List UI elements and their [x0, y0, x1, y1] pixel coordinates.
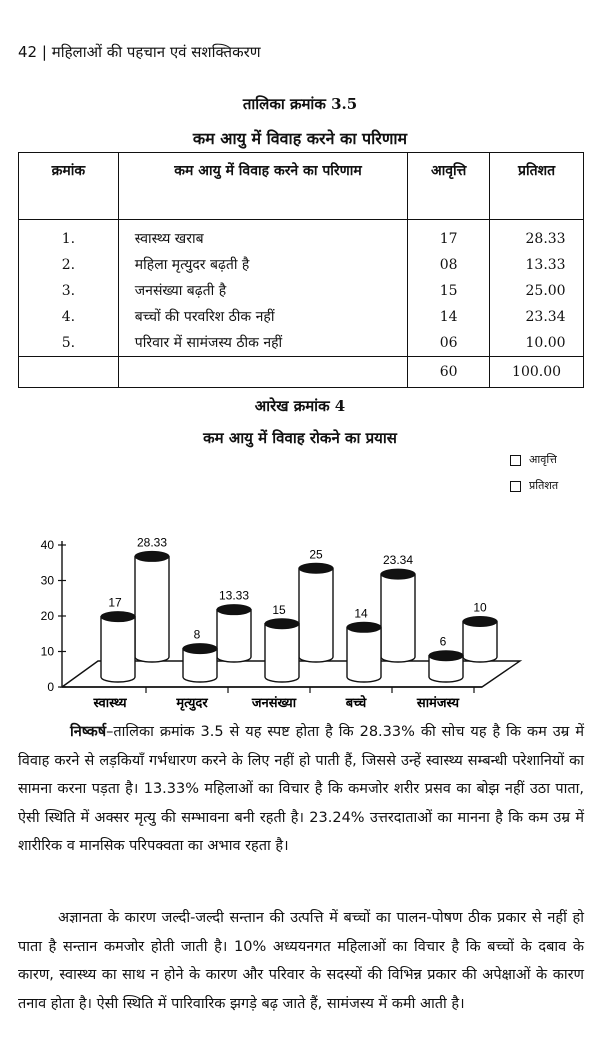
label-column	[118, 220, 407, 357]
y-tick-label: 10	[40, 644, 54, 659]
graph-caption: आरेख क्रमांक 4	[254, 397, 346, 415]
bar-cylinder-body	[299, 568, 333, 662]
row-frequency: 14	[439, 309, 458, 325]
bar-data-label: 10	[473, 600, 487, 615]
bar-data-label: 14	[354, 606, 368, 621]
table-title: कम आयु में विवाह करने का परिणाम	[192, 129, 408, 148]
percent-column	[490, 220, 584, 357]
table-body-row	[19, 220, 584, 357]
x-tick-label: सामंजस्य	[416, 696, 460, 711]
graph-title: कम आयु में विवाह रोकने का प्रयास	[203, 429, 397, 447]
bar-cylinder-top	[135, 551, 169, 561]
frequency-column	[408, 220, 490, 357]
bar-cylinder-top	[429, 651, 463, 661]
row-percent: 10.00	[525, 335, 566, 351]
bar-data-label: 23.34	[382, 553, 414, 568]
y-tick-label: 20	[40, 609, 54, 623]
total-empty-cell	[19, 357, 119, 388]
bar-data-label: 15	[272, 602, 286, 617]
row-number: 5.	[61, 335, 76, 351]
bar-cylinder-top	[101, 612, 135, 622]
row-label: परिवार में सामंजस्य ठीक नहीं	[134, 335, 283, 351]
row-label: बच्चों की परवरिश ठीक नहीं	[134, 309, 275, 325]
bar-cylinder-top	[463, 617, 497, 627]
row-percent: 28.33	[525, 231, 566, 247]
legend-label: आवृत्ति	[529, 453, 557, 466]
conclusion-label: निष्कर्ष	[70, 724, 107, 740]
bar-data-label: 6	[439, 634, 447, 649]
bar-cylinder-body	[101, 617, 135, 682]
legend-label: प्रतिशत	[529, 479, 559, 492]
bar-cylinder-body	[347, 627, 381, 682]
row-number: 4.	[61, 309, 76, 325]
total-empty-cell	[118, 357, 407, 388]
legend-item-percent	[510, 478, 558, 493]
page-number: 42	[18, 43, 38, 61]
bar-cylinder-body	[463, 622, 497, 663]
total-row	[19, 357, 584, 388]
bar-cylinder-body	[217, 610, 251, 662]
col-header-percent: प्रतिशत	[490, 153, 584, 220]
x-tick-label: जनसंख्या	[251, 696, 297, 711]
row-label: महिला मृत्युदर बढ़ती है	[134, 257, 250, 273]
bar-data-label: 25	[309, 547, 323, 562]
col-header-frequency: आवृत्ति	[408, 153, 490, 220]
bar-cylinder-top	[217, 605, 251, 615]
legend-swatch	[510, 455, 521, 466]
bar-cylinder-top	[265, 619, 299, 629]
row-percent: 23.34	[525, 309, 566, 325]
y-tick-label: 30	[40, 573, 54, 588]
col-header-number: क्रमांक	[19, 153, 119, 220]
book-title: महिलाओं की पहचान एवं सशक्तिकरण	[51, 43, 261, 61]
row-frequency: 15	[439, 283, 458, 299]
row-percent: 13.33	[525, 257, 566, 273]
legend-item-frequency	[510, 452, 557, 467]
row-label: स्वास्थ्य खराब	[134, 231, 204, 247]
row-label: जनसंख्या बढ़ती है	[134, 283, 227, 299]
legend-swatch	[510, 481, 521, 492]
table-caption: तालिका क्रमांक 3.5	[242, 95, 358, 113]
bar-data-label: 28.33	[136, 535, 168, 550]
bar-cylinder-body	[265, 624, 299, 682]
row-number: 3.	[61, 283, 76, 299]
x-tick-label: बच्चे	[345, 696, 367, 711]
row-number: 2.	[61, 257, 76, 273]
bar-data-label: 13.33	[218, 588, 250, 603]
row-frequency: 06	[439, 335, 458, 351]
bar-data-label: 17	[108, 595, 122, 610]
x-tick-label: स्वास्थ्य	[93, 696, 127, 711]
conclusion-paragraph	[18, 718, 584, 861]
total-percent: 100.00	[490, 357, 584, 388]
header-separator: |	[41, 43, 47, 61]
bar-cylinder-top	[299, 563, 333, 573]
bar-cylinder-top	[183, 644, 217, 654]
page-header	[18, 42, 261, 62]
total-frequency: 60	[408, 357, 490, 388]
bar-cylinder-body	[135, 556, 169, 662]
row-frequency: 17	[439, 231, 458, 247]
results-table	[18, 152, 584, 388]
bar-cylinder-top	[347, 622, 381, 632]
number-column	[19, 220, 119, 357]
x-tick-label: मृत्युदर	[176, 696, 208, 711]
bar-cylinder-body	[381, 574, 415, 662]
second-paragraph: अज्ञानता के कारण जल्दी-जल्दी सन्तान की उत्पत्ति में बच्चों का पालन-पोषण ठीक प्रकार से नहीं हो पाता है सन्तान कमजोर होती जाती है। 10% अध्ययनगत महिलाओं का विचार है कि बच्चों के दबाव के कारण, स्वास्थ्य का साथ न होने के कारण और परिवार के सदस्यों की विभिन्न प्रकार की अपेक्षाओं के कारण तनाव होता है। ऐसी स्थिति में पारिवारिक झगड़े बढ़ जाते हैं, सामंजस्य में कमी आती है।	[18, 910, 584, 1012]
bar-chart	[0, 520, 600, 715]
row-number: 1.	[61, 231, 76, 247]
bar-data-label: 8	[193, 627, 201, 642]
row-frequency: 08	[439, 257, 458, 273]
conclusion-text: –तालिका क्रमांक 3.5 से यह स्पष्ट होता है कि 28.33% की सोच यह है कि कम उम्र में विवाह करने से लड़कियाँ गर्भधारण करने के लिए नहीं हो पाती हैं, जिससे उन्हें स्वास्थ्य सम्बन्धी परेशानियों का सामना करना पड़ता है। 13.33% महिलाओं का विचार है कि कमजोर शरीर प्रसव का बोझ नहीं उठा पाता, ऐसी स्थिति में अक्सर मृत्यु की सम्भावना बनी रहती है। 23.24% उत्तरदाताओं का मानना है कि कम उम्र में शारीरिक व मानसिक परिपक्वता का अभाव रहता है।	[18, 724, 584, 854]
row-percent: 25.00	[525, 283, 566, 299]
col-header-result: कम आयु में विवाह करने का परिणाम	[118, 153, 407, 220]
bar-cylinder-top	[381, 569, 415, 579]
y-tick-label: 40	[40, 538, 54, 552]
y-tick-label: 0	[47, 680, 54, 694]
